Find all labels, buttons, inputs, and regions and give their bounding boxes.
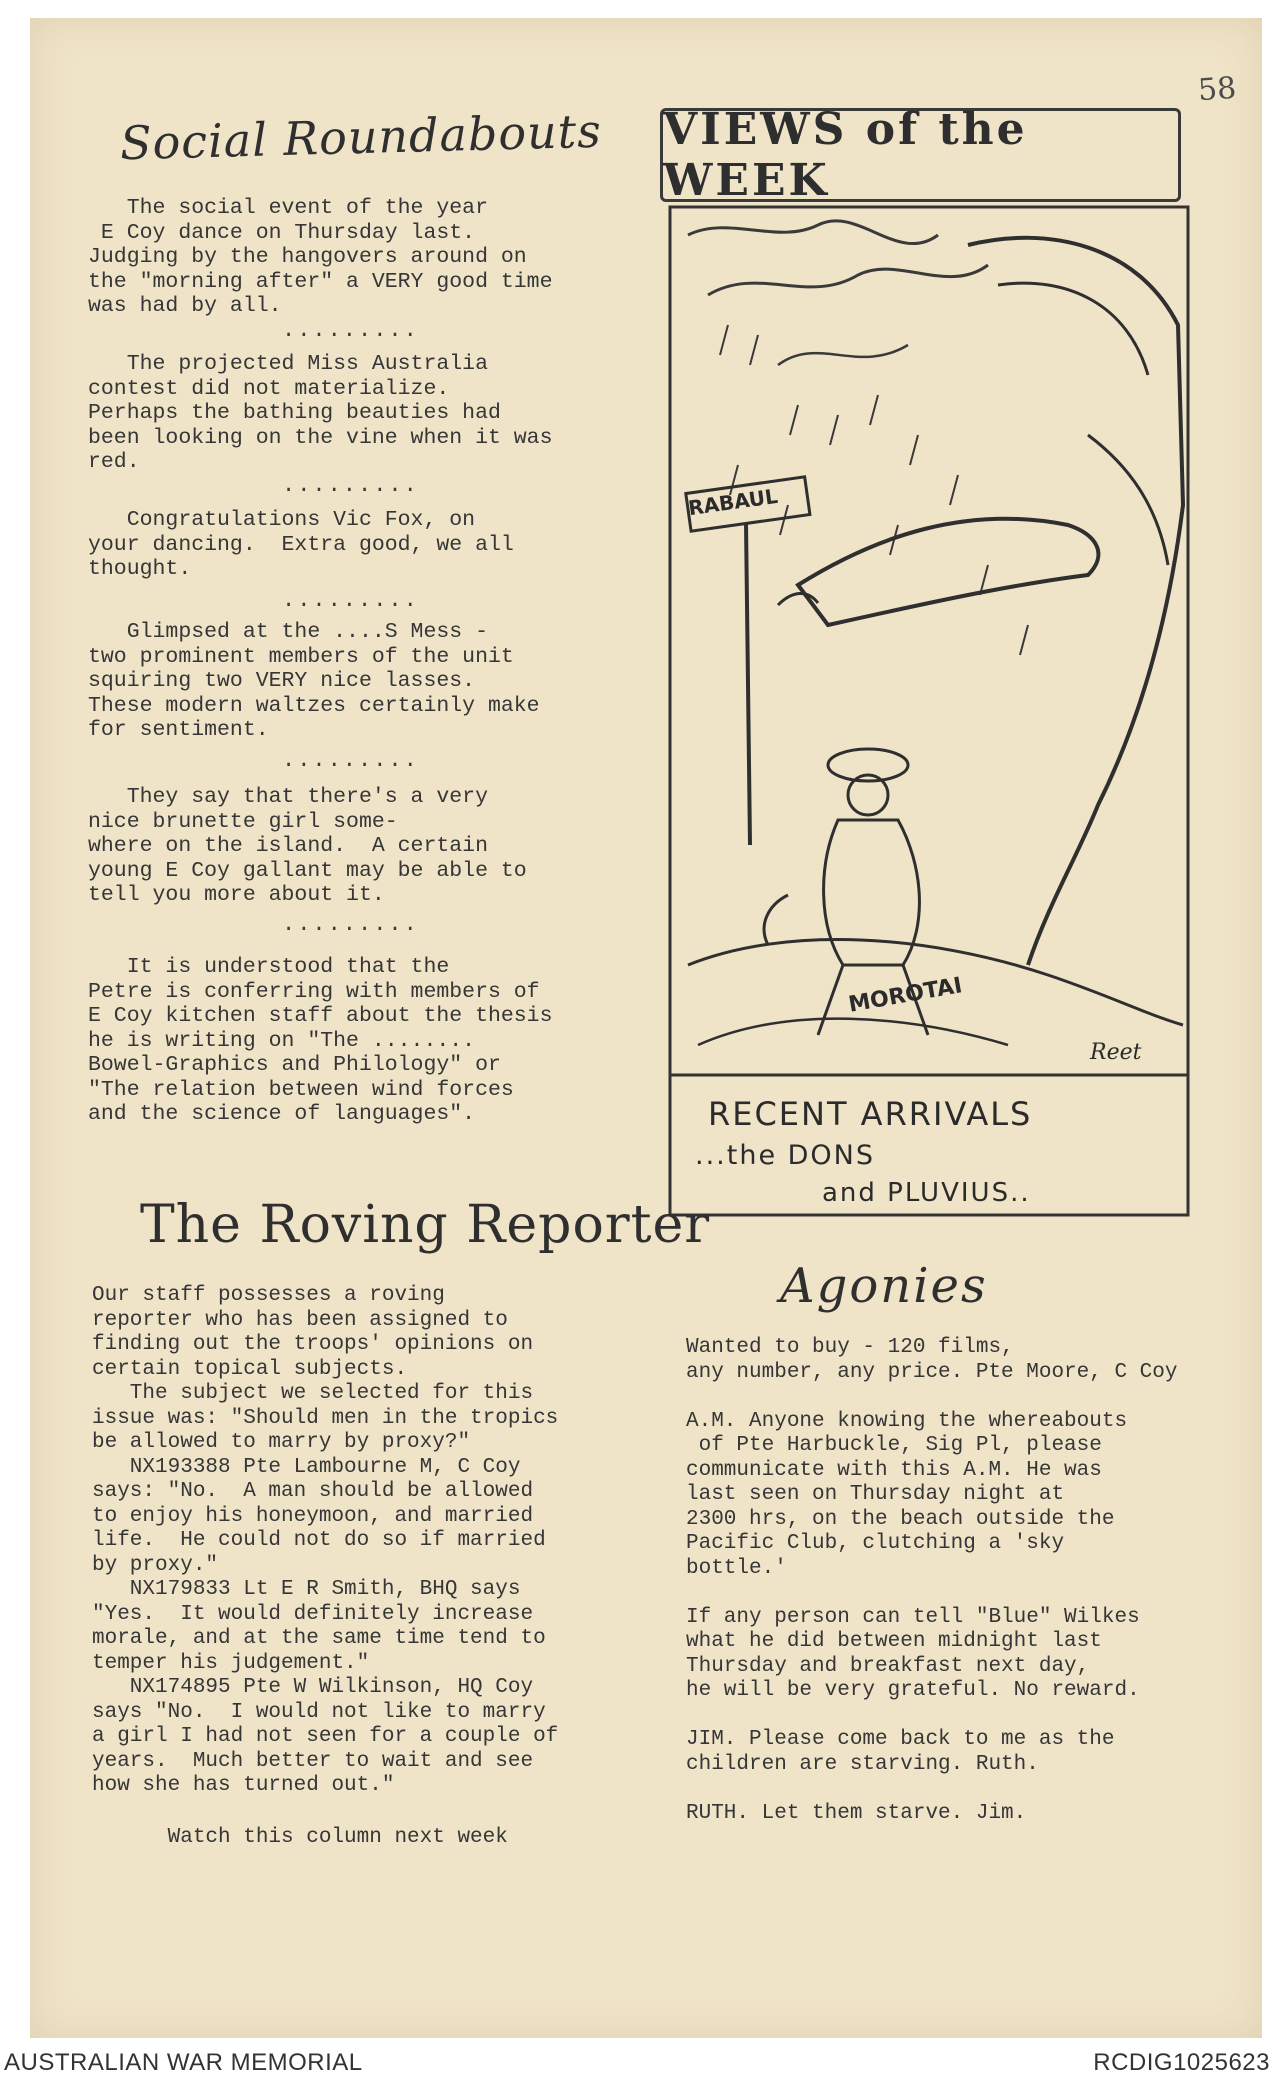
roving-reporter-footer: Watch this column next week <box>92 1826 508 1849</box>
cartoon-sign-text: RABAUL <box>686 483 780 521</box>
agonies-text: Wanted to buy - 120 films, any number, any price. Pte Moore, C Coy A.M. Anyone knowing the whereabouts of Pte Harbuckle, Sig Pl, please communicate with this A.M. He was last seen on Thursday night at 2300 hrs, on the beach outside the Pacific Club, clutching a 'sky bottle.' If any person can tell "Blue" Wilkes what he did between midnight last Thursday and breakfast next day, he will be very grateful. No reward. JIM. Please come back to me as the children are starving. Ruth. RUTH. Let them starve. Jim. <box>686 1336 1178 1825</box>
social-paragraph-2: The projected Miss Australia contest did not materialize. Perhaps the bathing beauties had been looking on the vine when it was red. <box>88 352 553 474</box>
footer-document-id: RCDIG1025623 <box>1093 2049 1270 2076</box>
separator-3: ......... <box>282 588 419 613</box>
separator-4: ......... <box>282 748 419 773</box>
views-of-the-week-title: VIEWS of the WEEK <box>663 104 1028 206</box>
agonies-heading: Agonies <box>780 1258 988 1314</box>
cartoon-caption-line-3: and PLUVIUS.. <box>822 1178 1031 1208</box>
social-paragraph-1: The social event of the year E Coy dance on Thursday last. Judging by the hangovers around on the "morning after" a VERY good time was had by all. <box>88 196 553 318</box>
roving-reporter-heading: The Roving Reporter <box>140 1195 711 1255</box>
cartoon-caption-line-1: RECENT ARRIVALS <box>708 1095 1033 1133</box>
footer-source: AUSTRALIAN WAR MEMORIAL <box>4 2049 363 2076</box>
separator-5: ......... <box>282 912 419 937</box>
page-number: 58 <box>1196 70 1238 109</box>
social-paragraph-6: It is understood that the Petre is conferring with members of E Coy kitchen staff about the thesis he is writing on "The ........ Bowel-Graphics and Philology" or "The relation between wind forces and the science of languages". <box>88 955 553 1126</box>
social-roundabouts-heading: Social Roundabouts <box>119 103 603 171</box>
social-paragraph-5: They say that there's a very nice brunette girl some- where on the island. A certain young E Coy gallant may be able to tell you more about it. <box>88 785 527 907</box>
roving-reporter-text: Our staff possesses a roving reporter who has been assigned to finding out the troops' opinions on certain topical subjects. The subject we selected for this issue was: "Should men in the tropics be allowed to marry by proxy?" NX193388 Pte Lambourne M, C Coy says: "No. A man should be allowed to enjoy his honeymoon, and married life. He could not do so if married by proxy." NX179833 Lt E R Smith, BHQ says "Yes. It would definitely increase morale, and at the same time tend to temper his judgement." NX174895 Pte W Wilkinson, HQ Coy says "No. I would not like to marry a girl I had not seen for a couple of years. Much better to wait and see how she has turned out." <box>92 1284 559 1797</box>
views-of-the-week-banner <box>660 104 1181 206</box>
cartoon-map-text: MOROTAI <box>846 973 965 1018</box>
cartoonist-signature: Reet <box>1090 1040 1142 1065</box>
cartoon-caption-line-2: ...the DONS <box>695 1140 876 1171</box>
social-paragraph-4: Glimpsed at the ....S Mess - two prominent members of the unit squiring two VERY nice lasses. These modern waltzes certainly make for sentiment. <box>88 620 540 742</box>
cartoon-drawing <box>668 205 1190 1217</box>
social-paragraph-3: Congratulations Vic Fox, on your dancing. Extra good, we all thought. <box>88 508 514 581</box>
separator-1: ......... <box>282 318 419 343</box>
cartoon-illustration <box>668 205 1190 1217</box>
separator-2: ......... <box>282 473 419 498</box>
